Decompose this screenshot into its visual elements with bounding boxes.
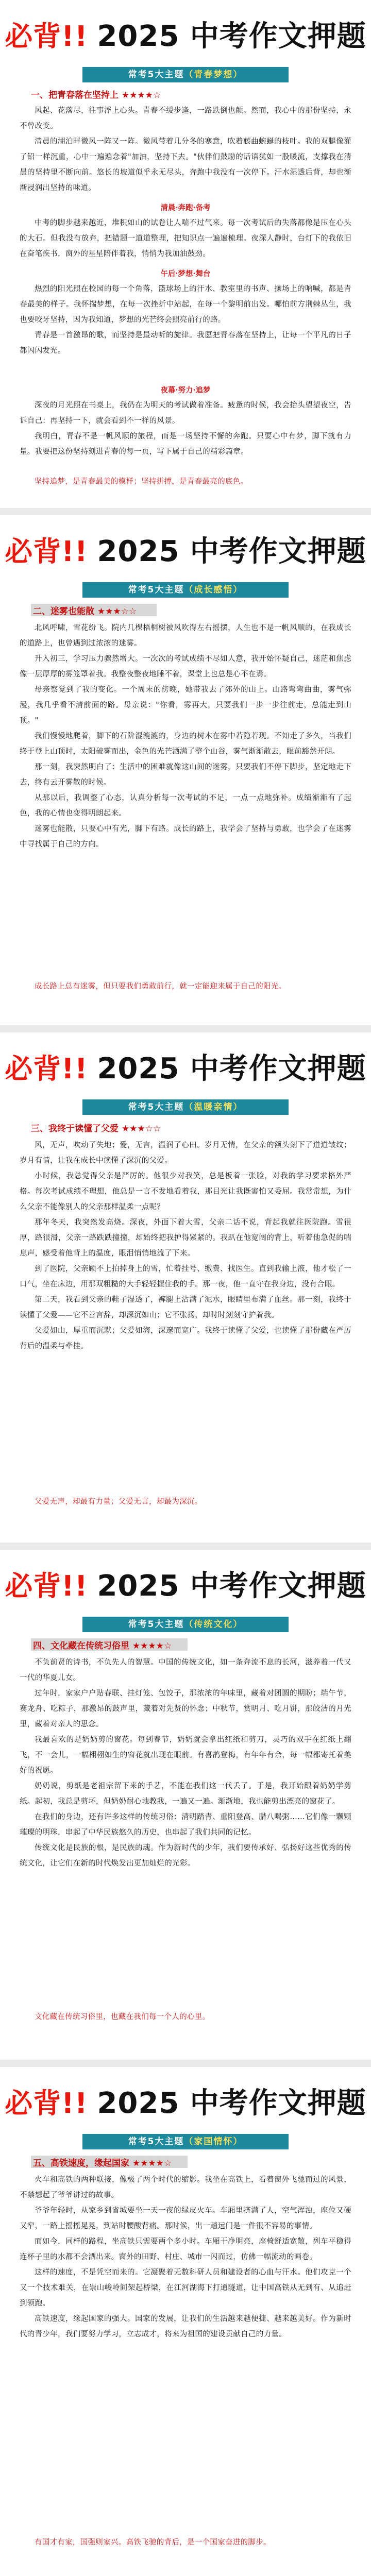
essay-heading-2: [31, 604, 157, 616]
heading-text: 三、我终于读懂了父爱: [31, 1124, 119, 1134]
topic-prefix: 常考5大主题: [128, 70, 184, 80]
divider: [0, 1025, 371, 1032]
paragraph: 清晨的湖泊畔微风一阵又一阵。微风带着几分冬的寒意，吹着藤曲蜿蜒的枝叶。我的双腿像灌了铅一样沉重，心中一遍遍念着"加油，坚持下去。"伙伴们鼓励的话语犹如一股暖流，支撑我在清晨的坚持里不断向前。悠长的坡道似乎永无尽头，奔跑中我没有一次停下。汗水湿透后背，却也渐渐浸润出坚持的味道。: [20, 138, 351, 192]
paragraph: 热烈的阳光照在校园的每一个角落，篮球场上的汗水、教室里的书声、操场上的呐喊，都是青春最美的样子。我怀揣梦想，在每一次挫折中站起，在每一个黎明前出发。哪怕前方荆棘丛生，我也要咬牙坚持，因为我知道，梦想的光芒终会照亮前行的路。: [20, 285, 351, 324]
banner-4: [0, 1550, 371, 1618]
paragraph: 父爱如山，厚重而沉默；父爱如海，深邃而宽广。我终于读懂了父爱，也读懂了那份藏在严厉背后的温柔与牵挂。: [20, 1327, 351, 1350]
paragraph: 小时候，我总觉得父亲是严厉的。他很少对我笑，总是板着一张脸，对我的学习要求格外严格。每次考试成绩不理想，他总是一言不发地看着我，那目光让我既害怕又委屈。我常常想，为什么父亲不能像别人的父亲那样温柔一点呢？: [20, 1172, 351, 1211]
essay-body-3: [20, 1138, 351, 1354]
topic-prefix: 常考5大主题: [128, 585, 184, 595]
paragraph: 不负前贤的诗书，不负先人的智慧。中国的传统文化，如一条奔流不息的长河，滋养着一代又一代的华夏儿女。: [20, 1658, 351, 1682]
divider: [0, 508, 371, 515]
paragraph: 深夜的月光照在书桌上，我仍在为明天的考试做着准备。疲惫的时候，我会抬头望望夜空，告诉自己：再坚持一下，就会看到不一样的风景。: [20, 401, 351, 425]
banner-3: [0, 1032, 371, 1100]
paragraph: 我最喜欢的是奶奶剪的窗花。每到春节，奶奶就会拿出红纸和剪刀，灵巧的双手在红纸上翻飞，不一会儿，一幅栩栩如生的窗花就出现在眼前。有喜鹊登梅，有年年有余，每一幅都寄托着美好的祝愿。: [20, 1736, 351, 1775]
topic-bar-3: [82, 1099, 289, 1115]
paragraph: 风，无声，吹动了失地；爱，无言，温润了心田。岁月无情，在父亲的额头刻下了道道皱纹；岁月有情，让我在成长中读懂了深沉的父爱。: [20, 1141, 351, 1165]
topic-bar-5: [82, 2134, 289, 2149]
essay-body-4: [20, 1655, 351, 1871]
paragraph: 从那以后，我调整了心态，认真分析每一次考试的不足，一点一点地弥补。成绩渐渐有了起色，我的心情也变得明朗起来。: [20, 794, 351, 818]
topic-bar-4: [82, 1617, 289, 1632]
banner-1: [0, 0, 371, 68]
essay-body-1b: [20, 215, 351, 262]
paragraph: 我们慢慢地爬着，脚下的石阶湿漉漉的，身边的树木在雾中若隐若现。不知走了多久，当我们终于登上山顶时，太阳破雾而出，金色的光芒洒满了整个山谷，雾气渐渐散去，眼前豁然开朗。: [20, 732, 351, 756]
essay-heading-5: [31, 2156, 188, 2168]
banner-title: 2025 中考作文押题: [97, 1569, 366, 1603]
essay-heading-1: [31, 88, 340, 100]
paragraph: 这样的速度，不是凭空而来的。它凝聚着无数科研人员和建设者的心血与汗水。他们攻克一个又一个技术难关，在崇山峻岭间架起桥梁，在江河湖海下打通隧道，让中国高铁从无到有、从追赶到领跑。: [20, 2268, 351, 2308]
sub-heading: 清晨·奔跑·备考: [160, 204, 211, 212]
banner-must: 必背!!: [5, 1569, 88, 1602]
essay-heading-3: [31, 1121, 340, 1133]
star-rating: ★★★☆☆: [97, 606, 137, 617]
paragraph: 母亲察觉到了我的变化。一个周末的傍晚，她带我去了郊外的山上。山路弯弯曲曲，雾气弥漫，我几乎看不清前面的路。母亲说："你看，雾再大，只要我们一步一步往前走，总能走到山顶。": [20, 686, 351, 725]
ending-line: 坚持追梦，是青春最美的模样；坚持拼搏，是青春最亮的底色。: [35, 478, 248, 486]
banner-must: 必背!!: [5, 535, 88, 568]
heading-text: 一、把青春落在坚持上: [31, 90, 119, 100]
divider: [0, 1543, 371, 1550]
ending-line: 文化藏在传统习俗里，也藏在我们每一个人的心里。: [35, 2013, 210, 2021]
paragraph: 青春是一首激昂的歌，而坚持是最动听的旋律。我愿把青春落在坚持上，让每一个平凡的日子都闪闪发光。: [20, 331, 351, 355]
banner-title: 2025 中考作文押题: [97, 1052, 366, 1086]
paragraph: 而如今，同样的路程，坐高铁只需要两个多小时。车厢干净明亮，座椅舒适宽敞，列车平稳得连杯子里的水都不会洒出来。窗外的田野、村庄、城市一闪而过，仿佛一幅流动的画卷。: [20, 2238, 351, 2261]
topic-theme: （青春梦想）: [184, 70, 243, 80]
heading-text: 二、迷雾也能散: [33, 606, 94, 617]
topic-theme: （家国情怀）: [184, 2137, 243, 2147]
sub-heading: 午后·梦想·舞台: [160, 269, 211, 278]
paragraph: 爷爷年轻时，从家乡到省城要坐一天一夜的绿皮火车。车厢里挤满了人，空气浑浊，座位又硬又窄，一路上摇摇晃晃，到站时腰酸背痛。那时候，出一趟远门是一件很不容易的事情。: [20, 2207, 351, 2230]
essay-body-1c: [20, 281, 351, 359]
banner-title: 2025 中考作文押题: [97, 535, 366, 568]
paragraph: 我明白，青春不是一帆风顺的旅程，而是一场坚持不懈的奔跑。只要心中有梦，脚下就有力量。我要把这份坚持刻进青春的每一页，写下属于自己的精彩篇章。: [20, 432, 351, 456]
heading-text: 五、高铁速度，缘起国家: [33, 2158, 129, 2168]
paragraph: 火车和高铁的两种联接，像极了两个时代的缩影。我坐在高铁上，看着窗外飞驰而过的风景，不禁想起了爷爷讲过的故事。: [20, 2176, 351, 2199]
paragraph: 奶奶说，剪纸是老祖宗留下来的手艺，不能在我们这一代丢了。于是，我开始跟着奶奶学剪纸。起初，我总是剪坏，但奶奶耐心地教我，一遍又一遍。渐渐地，我也能剪出漂亮的窗花了。: [20, 1782, 351, 1806]
paragraph: 中考的脚步越来越近，堆积如山的试卷让人喘不过气来。每一次考试后的失落都像是压在心头的大石。但我没有放弃，把错题一道道整理，把知识点一遍遍梳理。夜深人静时，台灯下的我依旧在奋笔疾书，窗外的星星陪伴着我，悄悄为我加油鼓劲。: [20, 219, 351, 258]
star-rating: ★★★★☆: [121, 90, 161, 100]
banner-2: [0, 515, 371, 583]
essay-body-5: [20, 2172, 351, 2342]
paragraph: 北风呼啸，雪花纷飞。院内几棵梧桐树被风吹得左右摇摆，人生也不是一帆风顺的，在我成长的道路上，也曾遇到过浓浓的迷雾。: [20, 624, 351, 648]
topic-prefix: 常考5大主题: [128, 2137, 184, 2147]
sub-heading: 夜幕·努力·追梦: [160, 386, 211, 395]
banner-5: [0, 2067, 371, 2135]
divider: [0, 2060, 371, 2067]
essay-body-1d: [20, 398, 351, 460]
topic-bar-1: [82, 67, 289, 82]
heading-text: 四、文化藏在传统习俗里: [33, 1641, 129, 1651]
paragraph: 第二天，我看到父亲的鞋子湿透了，裤腿上沾满了泥水，眼睛里布满了血丝。那一刻，我终于读懂了父爱——它不善言辞，却深沉如山；它不张扬，却时时刻刻守护着我。: [20, 1296, 351, 1319]
paragraph: 那年冬天，我突然发高烧。深夜，外面下着大雪，父亲二话不说，背起我就往医院跑。雪很厚，路很滑，父亲一路跌跌撞撞，却始终把我护得紧紧的。我趴在他宽阔的背上，听着他急促的喘息声，感受着他背上的温度，眼泪悄悄地流了下来。: [20, 1218, 351, 1258]
banner-title: 2025 中考作文押题: [97, 20, 366, 53]
ending-line: 成长路上总有迷雾，但只要我们勇敢前行，就一定能迎来属于自己的阳光。: [35, 982, 286, 991]
banner-must: 必背!!: [5, 2087, 88, 2120]
ending-line: 父爱无声，却最有力量；父爱无言，却最为深沉。: [35, 1498, 203, 1506]
ending-line: 有国才有家，国强则家兴。高铁飞驰的背后，是一个国家奋进的脚步。: [35, 2538, 271, 2547]
topic-theme: （成长感悟）: [184, 585, 243, 595]
banner-must: 必背!!: [5, 1052, 88, 1085]
paragraph: 升入初三，学习压力骤然增大。一次次的考试成绩不尽如人意，我开始怀疑自己，迷茫和焦虑像一层厚厚的雾笼罩着我。我整夜整夜地睡不着，课堂上也总是心不在焉。: [20, 655, 351, 679]
paragraph: 那一刻，我突然明白了：生活中的困难就像这山间的迷雾，只要我们不停下脚步，坚定地走下去，终有云开雾散的时候。: [20, 763, 351, 787]
paragraph: 过年时，家家户户贴春联、挂灯笼、包饺子，那浓浓的年味里，藏着对团圆的期盼；端午节，赛龙舟、吃粽子，那激昂的鼓声里，藏着对先贤的怀念；中秋节，赏明月、吃月饼，那皎洁的月光里，藏着对亲人的思念。: [20, 1689, 351, 1728]
essay-heading-4: [31, 1638, 188, 1651]
banner-must: 必背!!: [5, 20, 88, 53]
paragraph: 风起、花落尽，往事浮上心头。青春不缓步逢，一路跌倒也颠。然而，我心中的那份坚持，永不曾改变。: [20, 107, 351, 130]
paragraph: 高铁速度，缘起国家的强大。国家的发展，让我们的生活越来越便捷、越来越美好。作为新时代的青少年，我们要努力学习，立志成才，将来为祖国的建设贡献自己的力量。: [20, 2315, 351, 2338]
topic-theme: （传统文化）: [184, 1619, 243, 1630]
paragraph: 在我们的身边，还有许多这样的传统习俗：清明踏青、重阳登高、腊八喝粥……它们像一颗颗璀璨的明珠，串起了中华民族悠久的历史，也串起了我们共同的记忆。: [20, 1813, 351, 1837]
topic-prefix: 常考5大主题: [128, 1102, 184, 1112]
star-rating: ★★★★☆: [132, 1641, 172, 1651]
essay-body-1a: [20, 103, 351, 196]
star-rating: ★★★★☆: [132, 2158, 172, 2168]
topic-theme: （温暖亲情）: [184, 1102, 243, 1112]
paragraph: 迷雾也能散，只要心中有光，脚下有路。成长的路上，我学会了坚持与勇敢，也学会了在迷雾中寻找属于自己的方向。: [20, 825, 351, 849]
essay-body-2: [20, 620, 351, 852]
star-rating: ★★★☆☆: [121, 1124, 161, 1134]
banner-title: 2025 中考作文押题: [97, 2087, 366, 2120]
paragraph: 传统文化是民族的根，是民族的魂。作为新时代的少年，我们要传承好、弘扬好这些优秀的传统文化，让它们在新的时代焕发出更加灿烂的光彩。: [20, 1844, 351, 1868]
paragraph: 到了医院，父亲顾不上拍掉身上的雪，忙着挂号、缴费、找医生。直到我输上液，他才松了一口气，坐在床边，用那双粗糙的大手轻轻握住我的手。那一夜，他一直守在我身边，没有合眼。: [20, 1265, 351, 1289]
topic-bar-2: [82, 582, 289, 598]
topic-prefix: 常考5大主题: [128, 1619, 184, 1630]
